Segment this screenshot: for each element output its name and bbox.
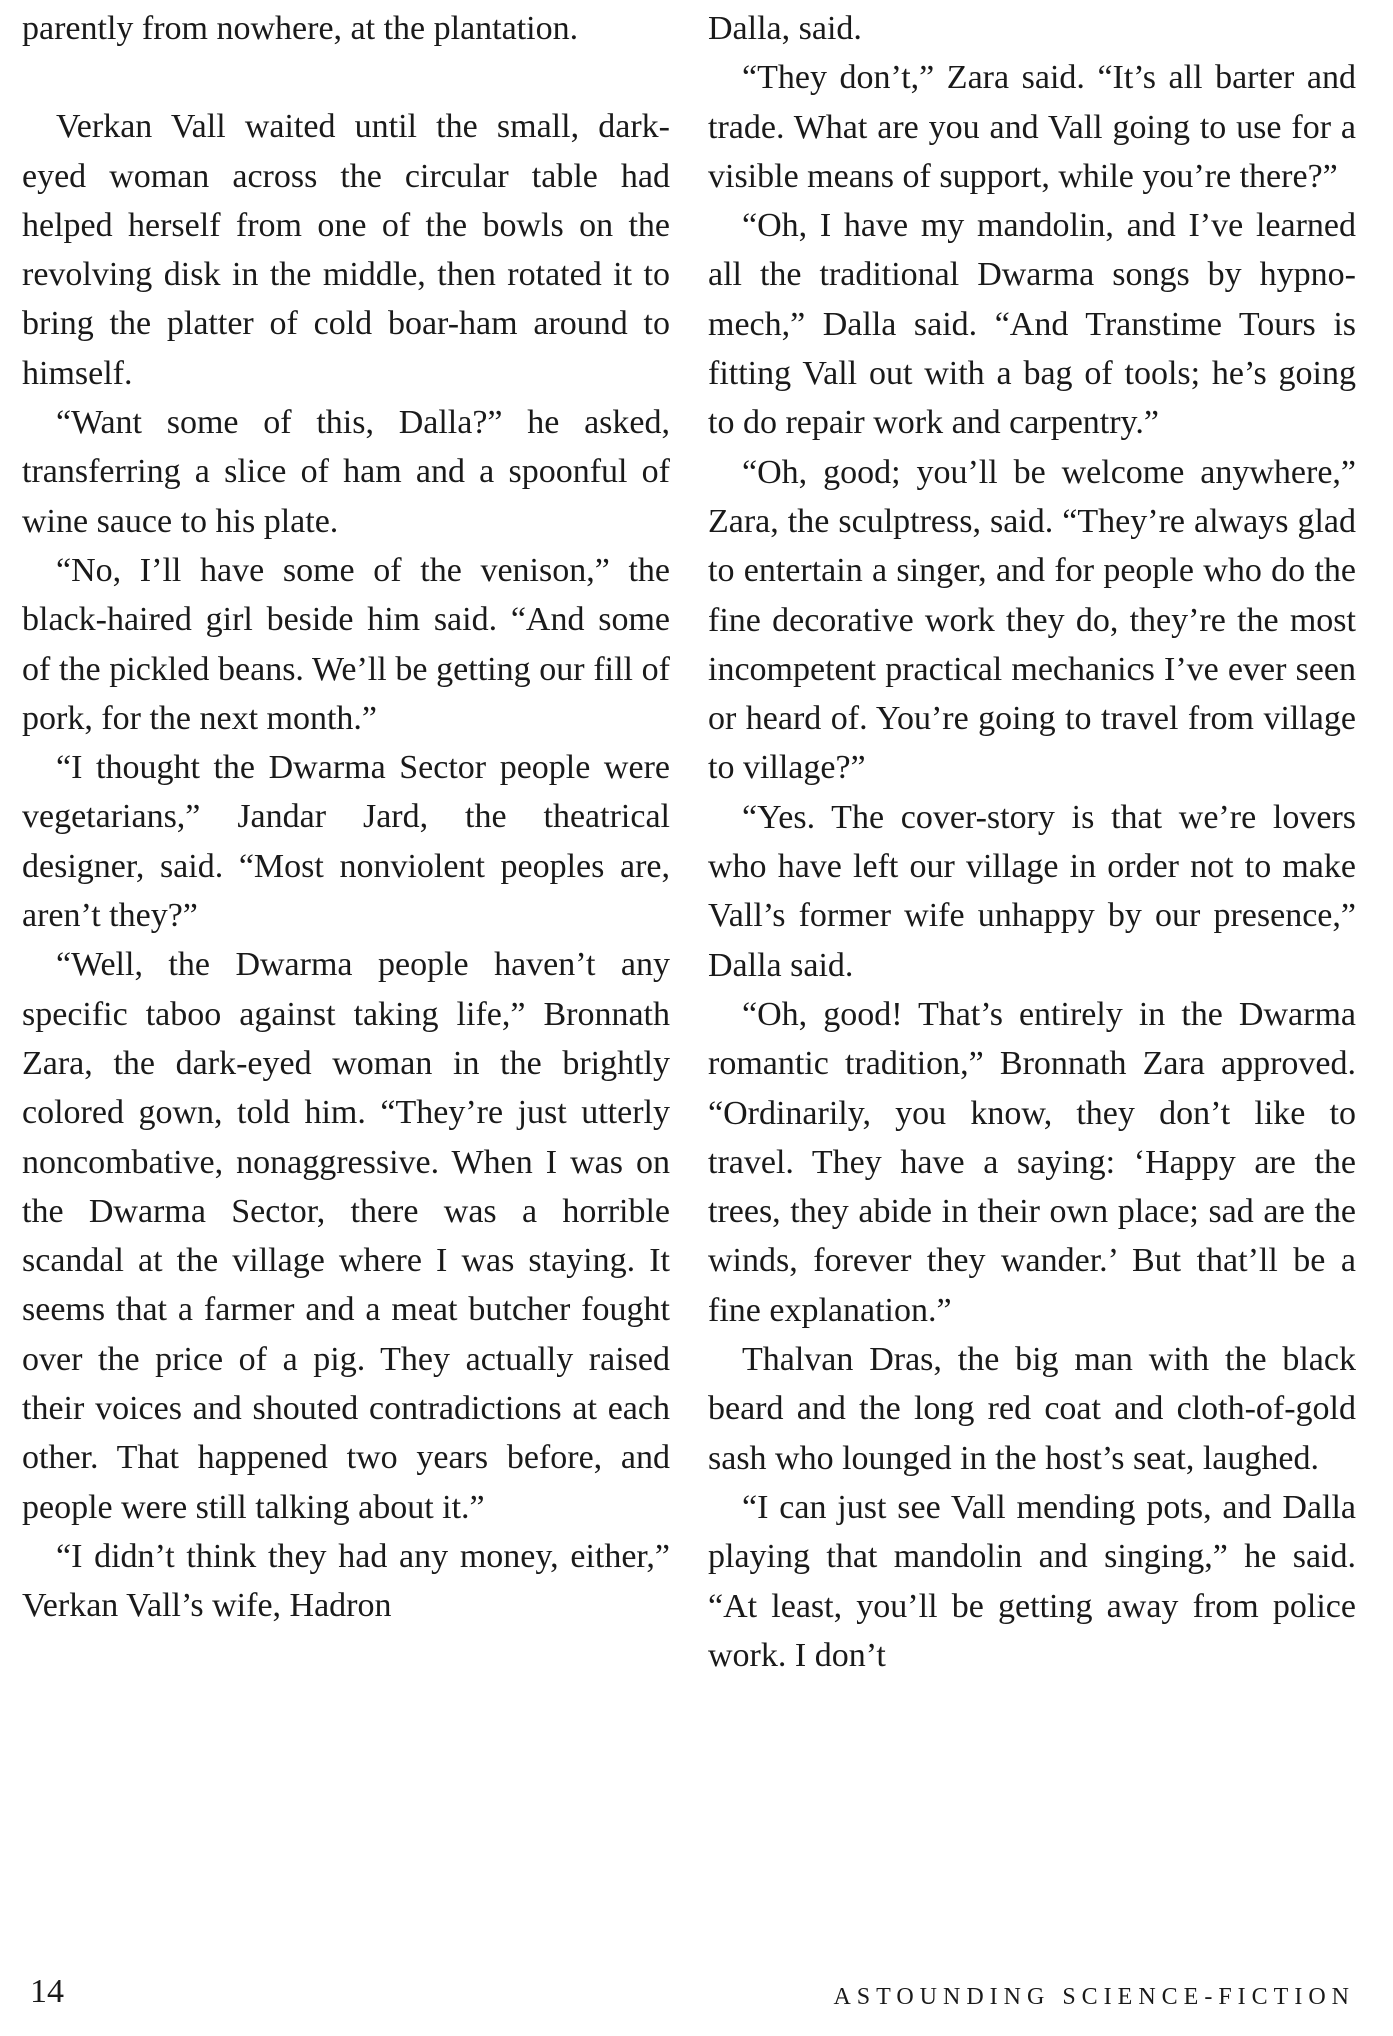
paragraph: Verkan Vall waited until the small, dark-eyed woman across the circular table had helped herself from one of the bowls on the revolving disk in the middle, then rotated it to bring the platter of cold boar-ham around to himself. [22,108,670,392]
right-text-column [708,4,1356,1680]
paragraph: “Well, the Dwarma people haven’t any specific taboo against taking life,” Bronnath Zara, the dark-eyed woman in the brightly colored gown, told him. “They’re just utterly noncombative, nonaggressive. When I was on the Dwarma Sector, there was a horrible scandal at the village where I was staying. It seems that a farmer and a meat butcher fought over the price of a pig. They actually raised their voices and shouted contradictions at each other. That happened two years before, and people were still talking about it.” [22,946,670,1526]
paragraph: Thalvan Dras, the big man with the black beard and the long red coat and cloth-of-gold sash who lounged in the host’s seat, laughed. [708,1341,1356,1477]
paragraph: “I thought the Dwarma Sector people were vegetarians,” Jandar Jard, the theatrical designer, said. “Most nonviolent peoples are, aren’t they?” [22,749,670,935]
running-head: ASTOUNDING SCIENCE-FICTION [833,1984,1355,2010]
paragraph: “Oh, good; you’ll be welcome anywhere,” Zara, the sculptress, said. “They’re always glad to entertain a singer, and for people who do the fine decorative work they do, they’re the most incompetent practical mechanics I’ve ever seen or heard of. You’re going to travel from village to village?” [708,453,1356,787]
paragraph: parently from nowhere, at the plantation. [22,10,579,47]
left-text-column [22,4,670,1631]
paragraph: “Oh, good! That’s entirely in the Dwarma romantic tradition,” Bronnath Zara approved. “Ordinarily, you know, they don’t like to travel. They have a saying: ‘Happy are the trees, they abide in their own place; sad are the winds, forever they wander.’ But that’ll be a fine explanation.” [708,995,1356,1329]
paragraph: “Want some of this, Dalla?” he asked, transferring a slice of ham and a spoonful of wine sauce to his plate. [22,404,670,540]
page-number: 14 [30,1973,64,2010]
paragraph: “I can just see Vall mending pots, and Dalla playing that mandolin and singing,” he said. “At least, you’ll be getting away from police work. I don’t [708,1488,1356,1674]
paragraph: “Yes. The cover-story is that we’re lovers who have left our village in order not to make Vall’s former wife unhappy by our presence,” Dalla said. [708,798,1356,984]
paragraph: “They don’t,” Zara said. “It’s all barter and trade. What are you and Vall going to use for a visible means of support, while you’re there?” [708,59,1356,195]
paragraph: “No, I’ll have some of the venison,” the black-haired girl beside him said. “And some of the pickled beans. We’ll be getting our fill of pork, for the next month.” [22,551,670,737]
column-gutter [682,0,683,1960]
paragraph: “I didn’t think they had any money, either,” Verkan Vall’s wife, Hadron [22,1537,670,1625]
paragraph: Dalla, said. [708,10,862,47]
paragraph: “Oh, I have my mandolin, and I’ve learned all the traditional Dwarma songs by hypno-mech,” Dalla said. “And Transtime Tours is fitting Vall out with a bag of tools; he’s going to do repair work and carpentry.” [708,207,1356,442]
